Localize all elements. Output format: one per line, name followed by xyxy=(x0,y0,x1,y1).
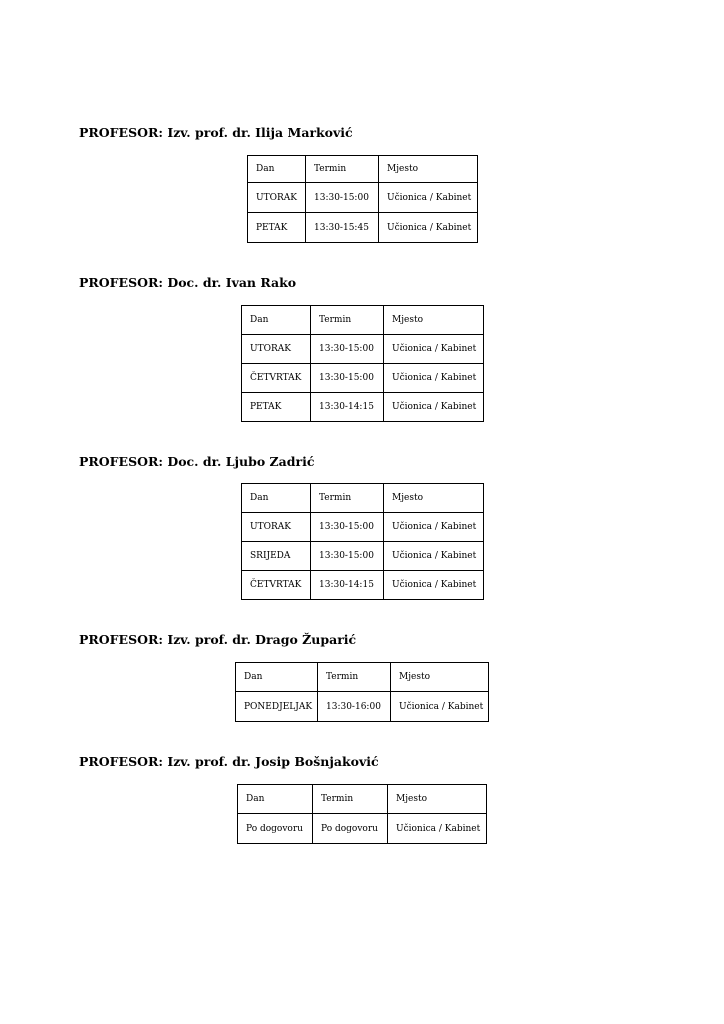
cell-day: PETAK xyxy=(248,213,306,243)
table-header-row xyxy=(236,663,489,692)
cell-day: ČETVRTAK xyxy=(242,364,311,393)
cell-time: 13:30-15:00 xyxy=(311,335,384,364)
cell-day: PETAK xyxy=(242,393,311,422)
cell-time: Po dogovoru xyxy=(313,814,388,844)
cell-place: Učionica / Kabinet xyxy=(388,814,487,844)
cell-day: UTORAK xyxy=(248,183,306,213)
table-row xyxy=(238,814,487,844)
table-row xyxy=(236,692,489,722)
cell-time: 13:30-15:00 xyxy=(306,183,379,213)
header-time: Termin xyxy=(318,663,391,692)
header-time: Termin xyxy=(306,156,379,183)
table-header-row xyxy=(248,156,478,183)
table-row xyxy=(242,335,484,364)
header-day: Dan xyxy=(242,484,311,513)
table-row xyxy=(242,513,484,542)
schedule-table xyxy=(237,784,487,844)
cell-time: 13:30-15:45 xyxy=(306,213,379,243)
table-row xyxy=(242,542,484,571)
cell-day: Po dogovoru xyxy=(238,814,313,844)
cell-day: SRIJEDA xyxy=(242,542,311,571)
header-day: Dan xyxy=(236,663,318,692)
cell-place: Učionica / Kabinet xyxy=(384,571,484,600)
header-place: Mjesto xyxy=(384,306,484,335)
professor-heading: PROFESOR: Doc. dr. Ljubo Zadrić xyxy=(79,454,315,469)
professor-heading: PROFESOR: Doc. dr. Ivan Rako xyxy=(79,275,297,290)
cell-place: Učionica / Kabinet xyxy=(384,364,484,393)
cell-place: Učionica / Kabinet xyxy=(384,393,484,422)
header-day: Dan xyxy=(248,156,306,183)
table-header-row xyxy=(238,785,487,814)
cell-place: Učionica / Kabinet xyxy=(379,213,478,243)
cell-place: Učionica / Kabinet xyxy=(384,335,484,364)
cell-place: Učionica / Kabinet xyxy=(391,692,489,722)
cell-day: UTORAK xyxy=(242,335,311,364)
header-place: Mjesto xyxy=(384,484,484,513)
header-time: Termin xyxy=(311,484,384,513)
header-day: Dan xyxy=(238,785,313,814)
table-row xyxy=(248,183,478,213)
cell-time: 13:30-14:15 xyxy=(311,393,384,422)
cell-day: UTORAK xyxy=(242,513,311,542)
professor-heading: PROFESOR: Izv. prof. dr. Josip Bošnjaković xyxy=(79,754,379,769)
professor-heading: PROFESOR: Izv. prof. dr. Ilija Marković xyxy=(79,125,353,140)
cell-time: 13:30-16:00 xyxy=(318,692,391,722)
header-place: Mjesto xyxy=(379,156,478,183)
schedule-table xyxy=(241,305,484,422)
schedule-table xyxy=(241,483,484,600)
cell-time: 13:30-15:00 xyxy=(311,513,384,542)
cell-place: Učionica / Kabinet xyxy=(379,183,478,213)
table-row xyxy=(242,571,484,600)
table-row xyxy=(242,364,484,393)
header-day: Dan xyxy=(242,306,311,335)
header-time: Termin xyxy=(313,785,388,814)
schedule-table xyxy=(235,662,489,722)
cell-time: 13:30-15:00 xyxy=(311,364,384,393)
cell-time: 13:30-14:15 xyxy=(311,571,384,600)
table-header-row xyxy=(242,484,484,513)
schedule-table xyxy=(247,155,478,243)
cell-day: ČETVRTAK xyxy=(242,571,311,600)
cell-time: 13:30-15:00 xyxy=(311,542,384,571)
cell-place: Učionica / Kabinet xyxy=(384,542,484,571)
header-time: Termin xyxy=(311,306,384,335)
header-place: Mjesto xyxy=(391,663,489,692)
professor-heading: PROFESOR: Izv. prof. dr. Drago Župarić xyxy=(79,632,357,647)
header-place: Mjesto xyxy=(388,785,487,814)
table-header-row xyxy=(242,306,484,335)
cell-day: PONEDJELJAK xyxy=(236,692,318,722)
table-row xyxy=(248,213,478,243)
cell-place: Učionica / Kabinet xyxy=(384,513,484,542)
table-row xyxy=(242,393,484,422)
